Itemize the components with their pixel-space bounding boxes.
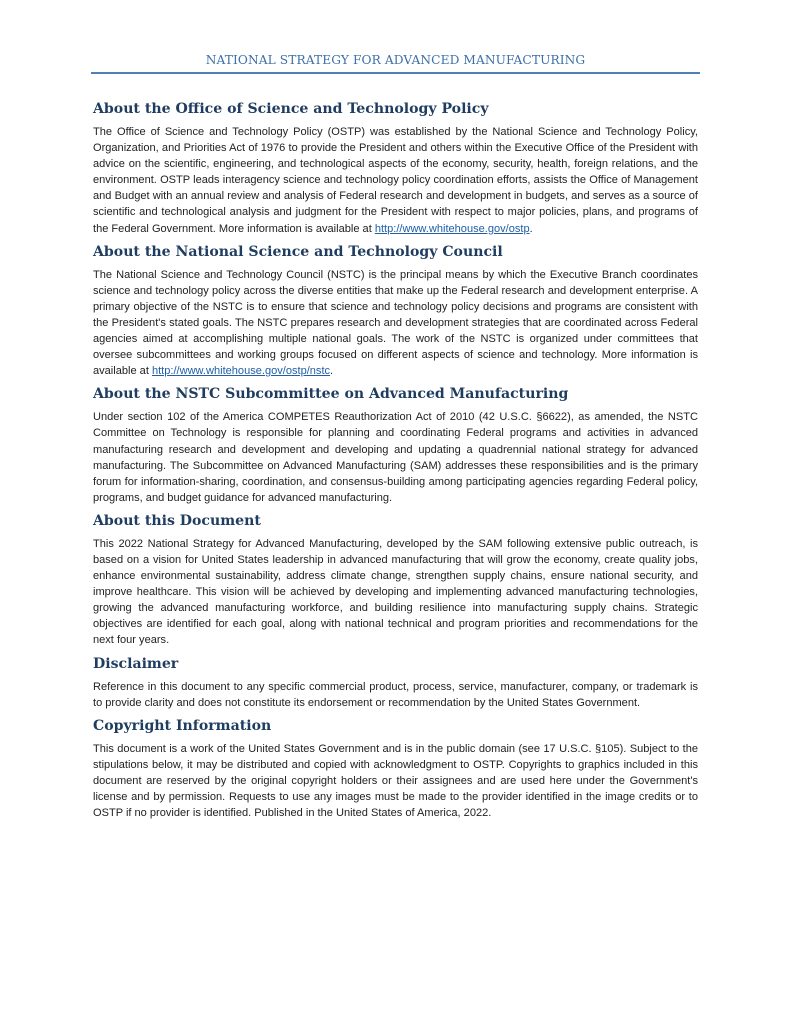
section-sam (93, 385, 698, 506)
section-paragraph: Under section 102 of the America COMPETES Reauthorization Act of 2010 (42 U.S.C. §6622), as amended, the NSTC Committee on Technology is responsible for planning and coordinating Federal programs and activities in advanced manufacturing research and development and developing and updating a quadrennial national strategy for advanced manufacturing. The Subcommittee on Advanced Manufacturing (SAM) addresses these responsibilities and is the primary forum for information-sharing, coordination, and consensus-building among participating agencies regarding Federal policy, programs, and budget guidance for advanced manufacturing. (93, 411, 698, 504)
paragraph-tail: . (529, 222, 533, 235)
section-ostp (93, 100, 698, 237)
section-disclaimer (93, 655, 698, 711)
section-heading: Copyright Information (93, 717, 272, 734)
section-heading: About the National Science and Technology Council (93, 243, 503, 260)
section-heading: About the Office of Science and Technology Policy (93, 101, 489, 117)
running-header: NATIONAL STRATEGY FOR ADVANCED MANUFACTURING (205, 53, 586, 67)
section-copyright (93, 717, 698, 821)
section-paragraph: Reference in this document to any specific commercial product, process, service, manufacturer, company, or trademark is to provide clarity and does not constitute its endorsement or recommendation by the United States Government. (93, 680, 698, 709)
section-heading: About the NSTC Subcommittee on Advanced Manufacturing (93, 386, 569, 403)
paragraph-tail: . (330, 365, 334, 378)
section-paragraph: This document is a work of the United States Government and is in the public domain (see 17 U.S.C. §105). Subject to the stipulations below, it may be distributed and copied with acknowledgment to OSTP. Copyrights to graphics included in this document are reserved by the original copyright holders or their assignees and are used here under the Government's license and by permission. Requests to use any images must be made to the provider identified in the image credits or to OSTP if no provider is identified. Published in the United States of America, 2022. (93, 742, 698, 820)
nstc-link[interactable]: http://www.whitehouse.gov/ostp/nstc (151, 365, 331, 378)
ostp-link[interactable]: http://www.whitehouse.gov/ostp (374, 222, 530, 235)
paragraph-text: The Office of Science and Technology Policy (OSTP) was established by the National Science and Technology Policy, Organization, and Priorities Act of 1976 to provide the President and others within the Executive Office of the President with advice on the scientific, engineering, and technological aspects of the economy, security, health, foreign relations, and the environment. OSTP leads interagency science and technology policy coordination efforts, assists the Office of Management and Budget with an annual review and analysis of Federal research and development in budgets, and serves as a source of scientific and technological analysis and judgment for the President with respect to major policies, plans, and programs of the Federal Government. More information is available at (93, 126, 698, 235)
section-about-document (93, 512, 698, 649)
section-paragraph (93, 267, 698, 380)
section-paragraph (93, 124, 698, 237)
paragraph-text: The National Science and Technology Council (NSTC) is the principal means by which the Executive Branch coordinates science and technology policy across the diverse entities that make up the Federal research and development enterprise. A primary objective of the NSTC is to ensure that science and technology policy decisions and programs are consistent with the President's stated goals. The NSTC prepares research and development strategies that are coordinated across Federal agencies aimed at accomplishing multiple national goals. The work of the NSTC is organized under committees that oversee subcommittees and working groups focused on different aspects of science and technology. More information is available at (93, 268, 698, 378)
document-body (93, 100, 698, 827)
section-heading: About this Document (93, 512, 261, 529)
header-divider (91, 72, 700, 74)
section-nstc (93, 243, 698, 380)
section-heading: Disclaimer (93, 655, 179, 672)
section-paragraph: This 2022 National Strategy for Advanced Manufacturing, developed by the SAM following extensive public outreach, is based on a vision for United States leadership in advanced manufacturing that will grow the economy, create quality jobs, enhance environmental sustainability, address climate change, strengthen supply chains, ensure national security, and improve healthcare. This vision will be achieved by developing and implementing advanced manufacturing technologies, growing the advanced manufacturing workforce, and building resilience into manufacturing supply chains. Strategic objectives are identified for each goal, along with national technical and program priorities and recommendations for the next four years. (93, 537, 698, 647)
